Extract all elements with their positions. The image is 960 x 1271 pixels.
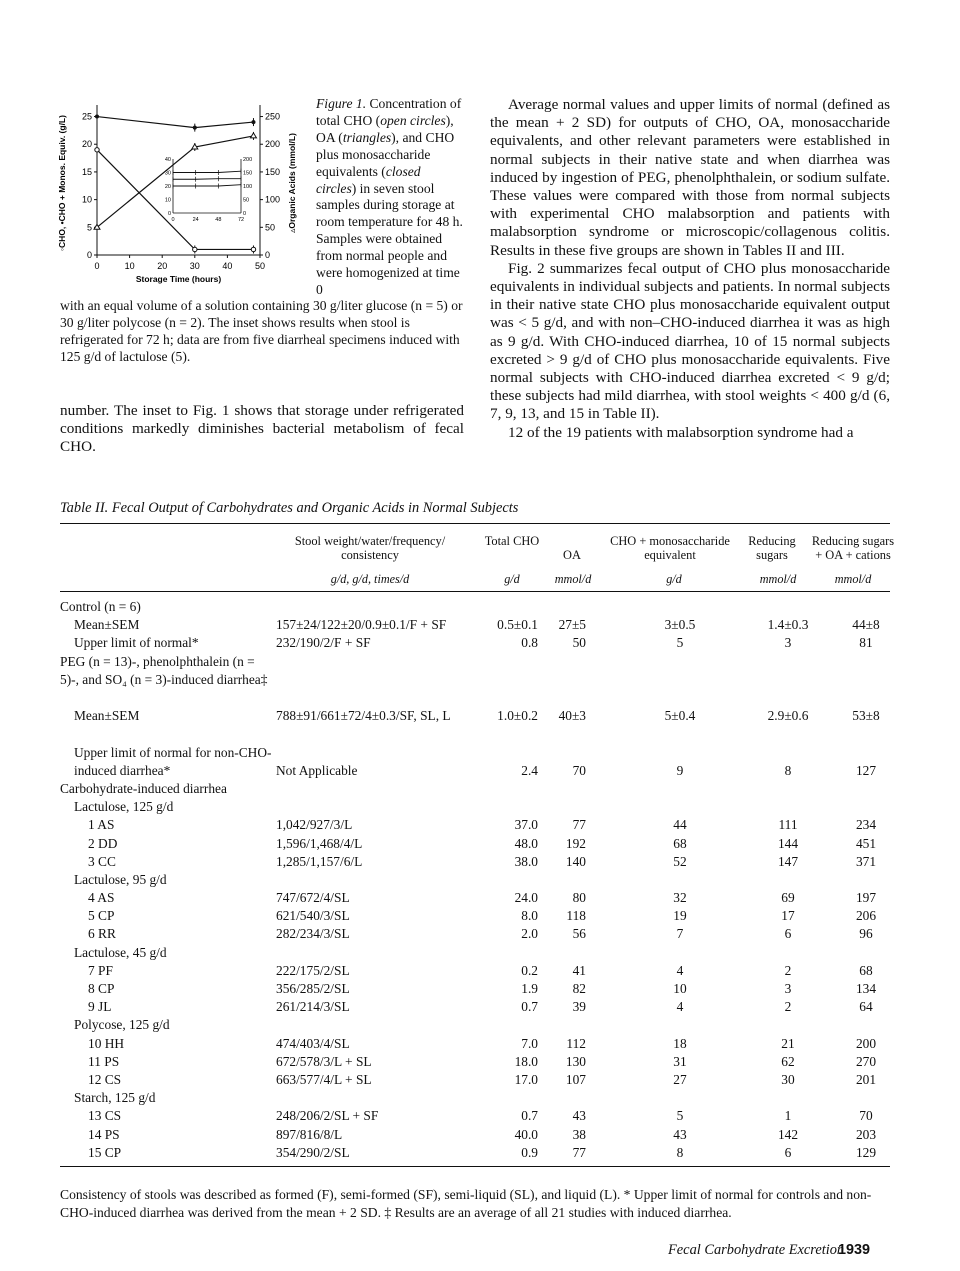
- cell-mono: 4: [676, 962, 684, 978]
- inset-y-left-tick-label: 10: [164, 197, 171, 204]
- cell-oa: 140: [565, 853, 586, 869]
- row-label: 11 PS: [88, 1053, 120, 1069]
- cell-stool: 354/290/2/SL: [276, 1144, 350, 1160]
- cell-oa: 43: [572, 1108, 586, 1124]
- inset-series-line-1: [173, 179, 241, 180]
- table-row: [60, 998, 900, 1016]
- cell-red: 17: [781, 908, 795, 924]
- row-label: 8 CP: [88, 981, 115, 996]
- cell-cho: 2.0: [521, 926, 538, 942]
- table-row: [60, 744, 900, 780]
- unit-oa: mmol/d: [554, 572, 592, 586]
- row-label: Mean±SEM: [74, 617, 140, 633]
- x-axis-title: Storage Time (hours): [135, 274, 222, 284]
- inset-y-left-tick-label: 40: [164, 157, 171, 163]
- inset-series-line-2: [173, 185, 241, 186]
- cell-stool: 157±24/122±20/0.9±0.1/F + SF: [276, 617, 447, 633]
- cell-cho: 0.2: [521, 962, 538, 978]
- unit-red: mmol/d: [759, 572, 797, 586]
- cell-oa: 50: [572, 635, 586, 651]
- cell-oa: 70: [572, 762, 586, 778]
- header-reducing-sugars: Reducing sugars: [748, 534, 796, 562]
- x-tick-label: 40: [222, 261, 233, 271]
- row-label: 4 AS: [88, 890, 115, 906]
- data-point-open-circle: [251, 247, 255, 251]
- cell-oa: 41: [572, 962, 586, 978]
- cell-mono: 32: [673, 890, 687, 906]
- cell-redoa: 197: [855, 890, 877, 906]
- y-left-tick-label: 20: [81, 139, 92, 150]
- cell-stool: 261/214/3/SL: [276, 999, 350, 1015]
- figure-label: Figure 1.: [316, 96, 367, 111]
- unit-redoa: mmol/d: [834, 572, 872, 586]
- cell-red: 6: [784, 1144, 792, 1160]
- inset-y-left-tick-label: 30: [164, 170, 171, 177]
- row-label: Upper limit of normal for non-CHO-induced diarrhea*: [74, 744, 272, 778]
- y-axis-right-title: ▵Organic Acids (mmol/L): [287, 133, 297, 233]
- row-label: 14 PS: [88, 1126, 120, 1142]
- cell-mono: 4: [676, 999, 684, 1015]
- page-number: 1939: [838, 1242, 871, 1258]
- inset-x-tick-label: 72: [237, 217, 245, 223]
- unit-stool: g/d, g/d, times/d: [330, 572, 410, 586]
- row-label: PEG (n = 13)-, phenolphthalein (n = 5)-, and SO₄ (n = 3)-induced diarrhea‡: [60, 653, 268, 687]
- x-tick-label: 10: [124, 261, 135, 271]
- row-label: 12 CS: [88, 1071, 122, 1087]
- table-row: [60, 871, 900, 889]
- cell-oa: 56: [572, 926, 586, 942]
- row-label: 3 CC: [88, 853, 116, 869]
- table-row: [60, 962, 900, 980]
- table-row: [60, 1089, 900, 1107]
- row-label: 13 CS: [88, 1108, 122, 1124]
- cell-oa: 39: [572, 999, 586, 1015]
- cell-redoa: 201: [855, 1071, 877, 1087]
- cell-oa: 192: [565, 835, 586, 851]
- y-right-tick-label: 0: [265, 250, 271, 260]
- figure-1-caption: Figure 1. Concentration of total CHO (open circles), OA (triangles), and CHO plus monosaccharide equivalents (closed circles) in seven stool samples during storage at room temperature for 48 h. Samples were obtained from normal people and were homogenized at time 0: [316, 96, 463, 297]
- table-row: [60, 634, 900, 652]
- cell-oa: 130: [565, 1053, 586, 1069]
- cell-cho: 40.0: [514, 1126, 538, 1142]
- table-row: [60, 835, 900, 853]
- table-row: [60, 1016, 900, 1034]
- unit-mono: g/d: [666, 572, 682, 586]
- table-row: [60, 980, 900, 998]
- cell-redoa: 64: [859, 999, 873, 1015]
- y-left-tick-label: 5: [86, 222, 92, 233]
- y-right-tick-label: 150: [265, 166, 281, 177]
- row-label: 9 JL: [88, 999, 112, 1015]
- data-point-open-circle: [95, 148, 99, 152]
- table-row: [60, 780, 900, 798]
- figure-1-chart: [55, 95, 315, 290]
- figure-1-caption-continued: with an equal volume of a solution containing 30 g/liter glucose (n = 5) or 30 g/liter polycose (n = 2). The inset shows results when stool is refrigerated for 72 h; data are from five diarrheal specimens induced with 125 g/d of lactulose (5).: [60, 298, 463, 364]
- cell-cho: 48.0: [514, 835, 538, 851]
- cell-cho: 0.5±0.1: [497, 617, 538, 633]
- header-reducing-sugars-oa-cations: Reducing sugars + OA + cations: [811, 534, 895, 562]
- cell-stool: 248/206/2/SL + SF: [276, 1108, 379, 1124]
- cell-stool: 474/403/4/SL: [276, 1035, 350, 1051]
- cell-stool: 1,285/1,157/6/L: [276, 853, 363, 869]
- cell-redoa: 200: [855, 1035, 877, 1051]
- cell-oa: 27±5: [558, 617, 586, 633]
- header-total-cho: Total CHO: [484, 534, 540, 548]
- row-label: 15 CP: [88, 1144, 122, 1160]
- table-top-rule: [60, 523, 890, 524]
- cell-redoa: 203: [855, 1126, 877, 1142]
- cell-mono: 5: [676, 635, 684, 651]
- row-label: Polycose, 125 g/d: [74, 1017, 170, 1033]
- y-left-tick-label: 25: [81, 111, 92, 122]
- table-row: [60, 598, 900, 616]
- table-title: Table II. Fecal Output of Carbohydrates and Organic Acids in Normal Subjects: [60, 500, 519, 516]
- cell-stool: 897/816/8/L: [276, 1126, 343, 1142]
- cell-mono: 5±0.4: [664, 708, 696, 724]
- cell-oa: 112: [566, 1035, 586, 1051]
- cell-redoa: 129: [855, 1144, 877, 1160]
- header-cho-mono: CHO + monosaccharide equivalent: [610, 534, 730, 562]
- cell-oa: 40±3: [558, 708, 586, 724]
- inset-x-tick-label: 48: [215, 217, 222, 223]
- cell-red: 69: [781, 890, 795, 906]
- row-label: Control (n = 6): [60, 599, 141, 614]
- cell-oa: 77: [572, 817, 586, 833]
- row-label: 1 AS: [88, 817, 115, 833]
- table-row: [60, 1126, 900, 1144]
- series-line-0: [97, 117, 253, 128]
- table-row: [60, 889, 900, 907]
- cell-stool: 232/190/2/F + SF: [276, 635, 371, 651]
- cell-oa: 118: [566, 908, 586, 924]
- data-point-closed-circle: [251, 120, 255, 124]
- cell-redoa: 134: [855, 981, 877, 996]
- data-point-closed-circle: [95, 115, 99, 119]
- cell-stool: 672/578/3/L + SL: [276, 1053, 372, 1069]
- inset-y-right-tick-label: 50: [243, 197, 250, 204]
- unit-cho: g/d: [504, 572, 520, 586]
- series-line-1: [97, 136, 253, 227]
- cell-stool: 1,596/1,468/4/L: [276, 835, 363, 851]
- table-bottom-rule: [60, 1166, 890, 1167]
- cell-mono: 31: [673, 1053, 687, 1069]
- inset-y-left-tick-label: 20: [164, 184, 171, 190]
- x-tick-label: 30: [189, 261, 200, 271]
- inset-x-tick-label: 0: [171, 217, 175, 223]
- cell-cho: 24.0: [514, 890, 538, 906]
- x-tick-label: 50: [254, 261, 266, 271]
- row-label: Lactulose, 125 g/d: [74, 799, 174, 815]
- cell-red: 30: [781, 1071, 795, 1087]
- table-row: [60, 798, 900, 816]
- running-title: Fecal Carbohydrate Excretion: [668, 1242, 845, 1258]
- cell-red: 2: [784, 962, 792, 978]
- cell-mono: 27: [673, 1071, 687, 1087]
- cell-redoa: 53±8: [852, 708, 880, 724]
- cell-red: 142: [777, 1126, 799, 1142]
- cell-cho: 2.4: [521, 762, 538, 778]
- cell-red: 62: [781, 1053, 795, 1069]
- cell-mono: 10: [673, 981, 687, 996]
- y-right-tick-label: 100: [265, 194, 281, 205]
- row-label: 5 CP: [88, 908, 115, 924]
- table-row: [60, 1053, 900, 1071]
- table-row: [60, 707, 900, 743]
- row-label: 2 DD: [88, 835, 118, 851]
- cell-stool: 663/577/4/L + SL: [276, 1071, 372, 1087]
- cell-redoa: 68: [859, 962, 873, 978]
- cell-red: 3: [784, 635, 792, 651]
- table-row: [60, 944, 900, 962]
- cell-cho: 0.7: [521, 999, 538, 1015]
- cell-oa: 80: [572, 890, 586, 906]
- cell-oa: 77: [572, 1144, 586, 1160]
- inset-y-right-tick-label: 0: [243, 211, 247, 217]
- cell-stool: Not Applicable: [276, 762, 358, 778]
- cell-redoa: 451: [855, 835, 877, 851]
- cell-red: 1.4±0.3: [767, 617, 809, 633]
- cell-stool: 747/672/4/SL: [276, 890, 350, 906]
- body-paragraph: Fig. 2 summarizes fecal output of CHO plus monosaccharide equivalents in individual subjects and patients. In normal subjects in their native state CHO plus monosaccharide equivalent output was < 5 g/d, and with non–CHO-induced diarrhea it was as high as 9 g/d. With CHO-induced diarrhea, 10 of 15 normal subjects excreted > 9 g/d of CHO plus monosaccharide equivalents. Five normal subjects with CHO-induced diarrhea excreted < 9 g/d; these subjects had mild diarrhea, with stool weights < 400 g/d (6, 7, 9, 13, and 15 in Table II).: [490, 259, 890, 423]
- cell-cho: 37.0: [514, 817, 538, 833]
- cell-stool: 788±91/661±72/4±0.3/SF, SL, L: [276, 708, 451, 724]
- cell-mono: 9: [676, 762, 684, 778]
- cell-red: 111: [778, 817, 798, 833]
- cell-cho: 1.0±0.2: [497, 708, 538, 724]
- row-label: Starch, 125 g/d: [74, 1090, 156, 1106]
- cell-stool: 282/234/3/SL: [276, 926, 350, 942]
- cell-redoa: 96: [859, 926, 873, 942]
- y-left-tick-label: 10: [81, 194, 92, 205]
- cell-stool: 1,042/927/3/L: [276, 817, 353, 833]
- y-left-tick-label: 0: [86, 250, 92, 260]
- cell-redoa: 127: [855, 762, 877, 778]
- cell-stool: 222/175/2/SL: [276, 962, 350, 978]
- cell-cho: 38.0: [514, 853, 538, 869]
- cell-redoa: 206: [855, 908, 877, 924]
- x-tick-label: 0: [94, 261, 100, 271]
- inset-x-tick-label: 24: [192, 217, 199, 223]
- cell-red: 8: [784, 762, 792, 778]
- row-label: Lactulose, 45 g/d: [74, 944, 167, 960]
- cell-oa: 107: [565, 1071, 586, 1087]
- data-point-closed-circle: [193, 126, 197, 130]
- row-label: 6 RR: [88, 926, 116, 942]
- cell-mono: 3±0.5: [664, 617, 696, 633]
- row-label: Carbohydrate-induced diarrhea: [60, 780, 227, 796]
- cell-redoa: 371: [855, 853, 877, 869]
- cell-red: 2: [784, 999, 792, 1015]
- cell-cho: 1.9: [521, 981, 538, 996]
- cell-cho: 0.8: [521, 635, 538, 651]
- body-paragraph-left: number. The inset to Fig. 1 shows that storage under refrigerated conditions markedly diminishes bacterial metabolism of fecal CHO.: [60, 402, 464, 456]
- inset-y-right-tick-label: 100: [243, 184, 253, 190]
- cell-cho: 7.0: [521, 1035, 538, 1051]
- row-label: 10 HH: [88, 1035, 125, 1051]
- cell-oa: 82: [572, 981, 586, 996]
- y-right-tick-label: 200: [265, 139, 281, 150]
- y-left-tick-label: 15: [81, 166, 92, 177]
- inset-series-line-0: [173, 171, 241, 172]
- cell-red: 1: [784, 1108, 792, 1124]
- table-body: [60, 598, 900, 1162]
- cell-redoa: 234: [855, 817, 877, 833]
- header-oa: OA: [563, 548, 581, 562]
- cell-mono: 18: [673, 1035, 687, 1051]
- row-label: Lactulose, 95 g/d: [74, 871, 167, 887]
- cell-red: 147: [777, 853, 799, 869]
- cell-cho: 8.0: [521, 908, 538, 924]
- cell-mono: 8: [676, 1144, 684, 1160]
- x-tick-label: 20: [157, 261, 168, 271]
- body-paragraph: Average normal values and upper limits of normal (defined as the mean + 2 SD) for outputs of CHO, OA, monosaccharide equivalents, and other relevant parameters were established in normal subjects in their native state and when diarrhea was induced by ingestion of PEG, phenolphthalein, or sodium sulfate. These values were compared with those from normal subjects with experimental CHO malabsorption and patients with malabsorption syndrome or microscopic/collagenous colitis. Results in these five groups are shown in Tables II and III.: [490, 96, 890, 259]
- table-row: [60, 1035, 900, 1053]
- table-row: [60, 1144, 900, 1162]
- data-point-triangle: [250, 133, 256, 138]
- cell-red: 2.9±0.6: [767, 708, 809, 724]
- table-row: [60, 1107, 900, 1125]
- table-row: [60, 1071, 900, 1089]
- table-header-rule: [60, 591, 890, 592]
- cell-redoa: 44±8: [852, 617, 880, 633]
- body-column-right: [490, 96, 890, 442]
- cell-redoa: 81: [859, 635, 873, 651]
- table-footnote: Consistency of stools was described as formed (F), semi-formed (SF), semi-liquid (SL), and liquid (L). * Upper limit of normal for controls and non-CHO-induced diarrhea was derived from the mean + 2 SD. ‡ Results are an average of all 21 studies with induced diarrhea.: [60, 1187, 872, 1220]
- cell-mono: 68: [673, 835, 687, 851]
- cell-mono: 43: [673, 1126, 687, 1142]
- cell-mono: 5: [676, 1108, 684, 1124]
- cell-stool: 356/285/2/SL: [276, 981, 350, 996]
- inset-y-right-tick-label: 150: [243, 170, 253, 177]
- cell-mono: 7: [676, 926, 684, 942]
- y-axis-left-title: ◦CHO, •CHO + Monos. Equiv. (g/L): [57, 115, 67, 251]
- cell-cho: 17.0: [514, 1071, 538, 1087]
- cell-redoa: 70: [859, 1108, 873, 1124]
- y-right-tick-label: 50: [265, 222, 276, 233]
- table-row: [60, 616, 900, 634]
- cell-mono: 44: [673, 817, 687, 833]
- cell-oa: 38: [572, 1126, 586, 1142]
- header-stool: Stool weight/water/frequency/ consistency: [294, 534, 446, 562]
- table-row: [60, 653, 900, 708]
- body-paragraph: 12 of the 19 patients with malabsorption syndrome had a: [508, 423, 854, 441]
- cell-mono: 52: [673, 853, 687, 869]
- inset-y-left-tick-label: 0: [167, 211, 171, 217]
- cell-cho: 18.0: [514, 1053, 538, 1069]
- data-point-open-circle: [193, 247, 197, 251]
- table-row: [60, 816, 900, 834]
- cell-mono: 19: [673, 908, 687, 924]
- cell-red: 21: [781, 1035, 795, 1051]
- table-row: [60, 925, 900, 943]
- table-row: [60, 907, 900, 925]
- table-row: [60, 853, 900, 871]
- row-label: Upper limit of normal*: [74, 635, 199, 651]
- cell-cho: 0.7: [521, 1108, 538, 1124]
- cell-red: 6: [784, 926, 792, 942]
- cell-cho: 0.9: [521, 1144, 538, 1160]
- series-line-2: [97, 150, 253, 250]
- y-right-tick-label: 250: [265, 111, 281, 122]
- cell-red: 144: [777, 835, 799, 851]
- cell-redoa: 270: [855, 1053, 877, 1069]
- cell-red: 3: [784, 981, 792, 996]
- cell-stool: 621/540/3/SL: [276, 908, 350, 924]
- row-label: Mean±SEM: [74, 708, 140, 724]
- inset-y-right-tick-label: 200: [243, 157, 253, 163]
- row-label: 7 PF: [88, 962, 113, 978]
